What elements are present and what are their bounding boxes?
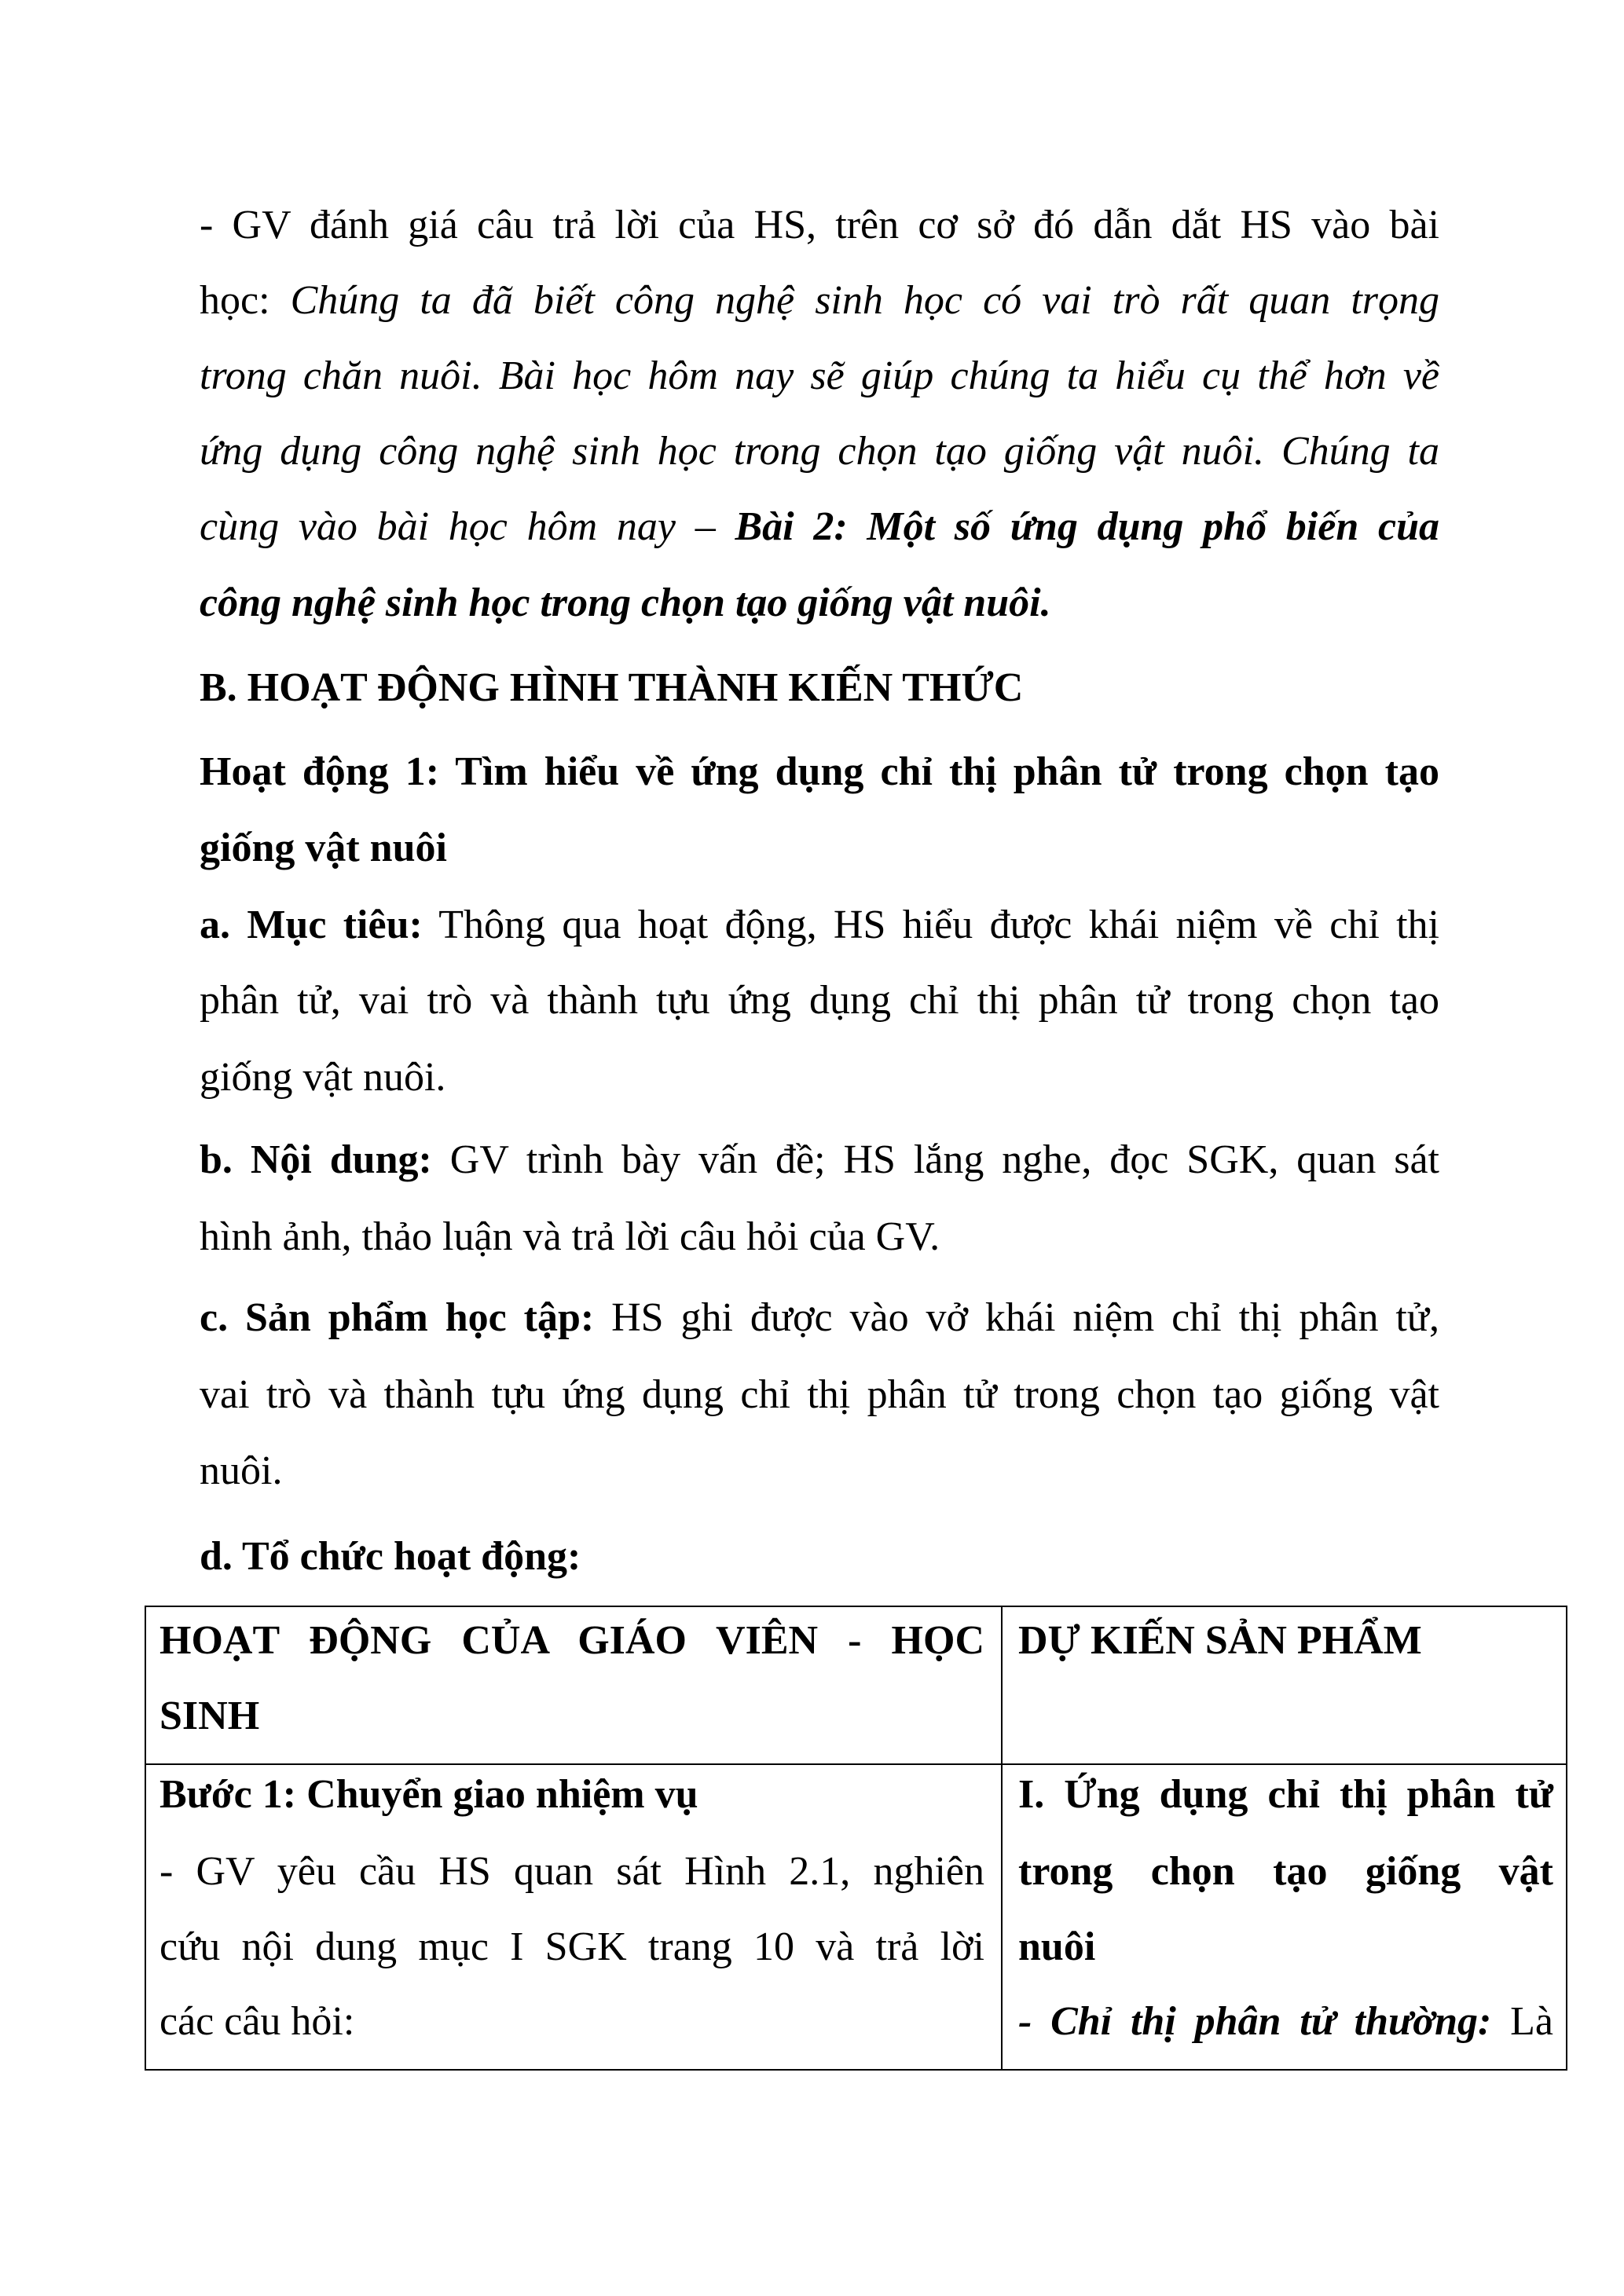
product-heading: I. Ứng dụng chỉ thị phân tử bbox=[1018, 1772, 1553, 1817]
table-column-divider bbox=[1001, 1607, 1003, 2069]
activity-title: giống vật nuôi bbox=[200, 826, 447, 870]
text: Là bbox=[1491, 1999, 1553, 2044]
text-line bbox=[200, 489, 1439, 565]
section-heading: B. HOẠT ĐỘNG HÌNH THÀNH KIẾN THỨC bbox=[200, 665, 1024, 710]
italic-text: cùng vào bài học hôm nay – bbox=[200, 504, 735, 549]
italic-text: Chúng ta đã biết công nghệ sinh học có vai trò rất quan trọng bbox=[290, 278, 1440, 323]
product-line: vai trò và thành tựu ứng dụng chỉ thị phân tử trong chọn tạo giống vật bbox=[200, 1372, 1439, 1417]
product-heading: trong chọn tạo giống vật bbox=[1018, 1849, 1553, 1894]
table-header-right: DỰ KIẾN SẢN PHẨM bbox=[1018, 1618, 1422, 1663]
objective-line: giống vật nuôi. bbox=[200, 1055, 446, 1100]
organization-heading: d. Tổ chức hoạt động: bbox=[200, 1534, 581, 1579]
text-line: trong chăn nuôi. Bài học hôm nay sẽ giúp chúng ta hiểu cụ thể hơn về bbox=[200, 353, 1439, 398]
text-line: - GV đánh giá câu trả lời của HS, trên cơ sở đó dẫn dắt HS vào bài bbox=[200, 203, 1439, 247]
step-title: Bước 1: Chuyển giao nhiệm vụ bbox=[159, 1772, 698, 1817]
table-cell-line: các câu hỏi: bbox=[159, 1999, 355, 2044]
objective-line: phân tử, vai trò và thành tựu ứng dụng chỉ thị phân tử trong chọn tạo bbox=[200, 978, 1439, 1023]
table-cell-line: cứu nội dung mục I SGK trang 10 và trả lời bbox=[159, 1924, 984, 1969]
content-line: hình ảnh, thảo luận và trả lời câu hỏi của GV. bbox=[200, 1214, 940, 1259]
text: GV trình bày vấn đề; HS lắng nghe, đọc SGK, quan sát bbox=[431, 1137, 1439, 1182]
definition-label: - Chỉ thị phân tử thường: bbox=[1018, 1999, 1492, 2044]
content-label: b. Nội dung: bbox=[200, 1137, 432, 1182]
table-header-left: SINH bbox=[159, 1694, 260, 1738]
activity-title: Hoạt động 1: Tìm hiểu về ứng dụng chỉ thị phân tử trong chọn tạo bbox=[200, 749, 1439, 794]
text-line bbox=[200, 263, 1439, 339]
text-line: ứng dụng công nghệ sinh học trong chọn tạo giống vật nuôi. Chúng ta bbox=[200, 429, 1439, 474]
lesson-title: Bài 2: Một số ứng dụng phổ biến của bbox=[735, 504, 1439, 549]
table-header-left: HOẠT ĐỘNG CỦA GIÁO VIÊN - HỌC bbox=[159, 1618, 984, 1663]
text: Thông qua hoạt động, HS hiểu được khái niệm về chỉ thị bbox=[422, 903, 1439, 947]
objective-line bbox=[200, 888, 1439, 963]
objective-label: a. Mục tiêu: bbox=[200, 903, 423, 947]
text: HS ghi được vào vở khái niệm chỉ thị phân tử, bbox=[594, 1295, 1439, 1340]
product-label: c. Sản phẩm học tập: bbox=[200, 1295, 595, 1340]
table-cell-line bbox=[1018, 1984, 1553, 2060]
product-line: nuôi. bbox=[200, 1448, 283, 1493]
text: học: bbox=[200, 278, 291, 323]
lesson-title: công nghệ sinh học trong chọn tạo giống vật nuôi. bbox=[200, 580, 1051, 625]
product-heading: nuôi bbox=[1018, 1924, 1096, 1969]
table-cell-line: - GV yêu cầu HS quan sát Hình 2.1, nghiên bbox=[159, 1849, 984, 1894]
product-line bbox=[200, 1280, 1439, 1356]
content-line bbox=[200, 1122, 1439, 1198]
